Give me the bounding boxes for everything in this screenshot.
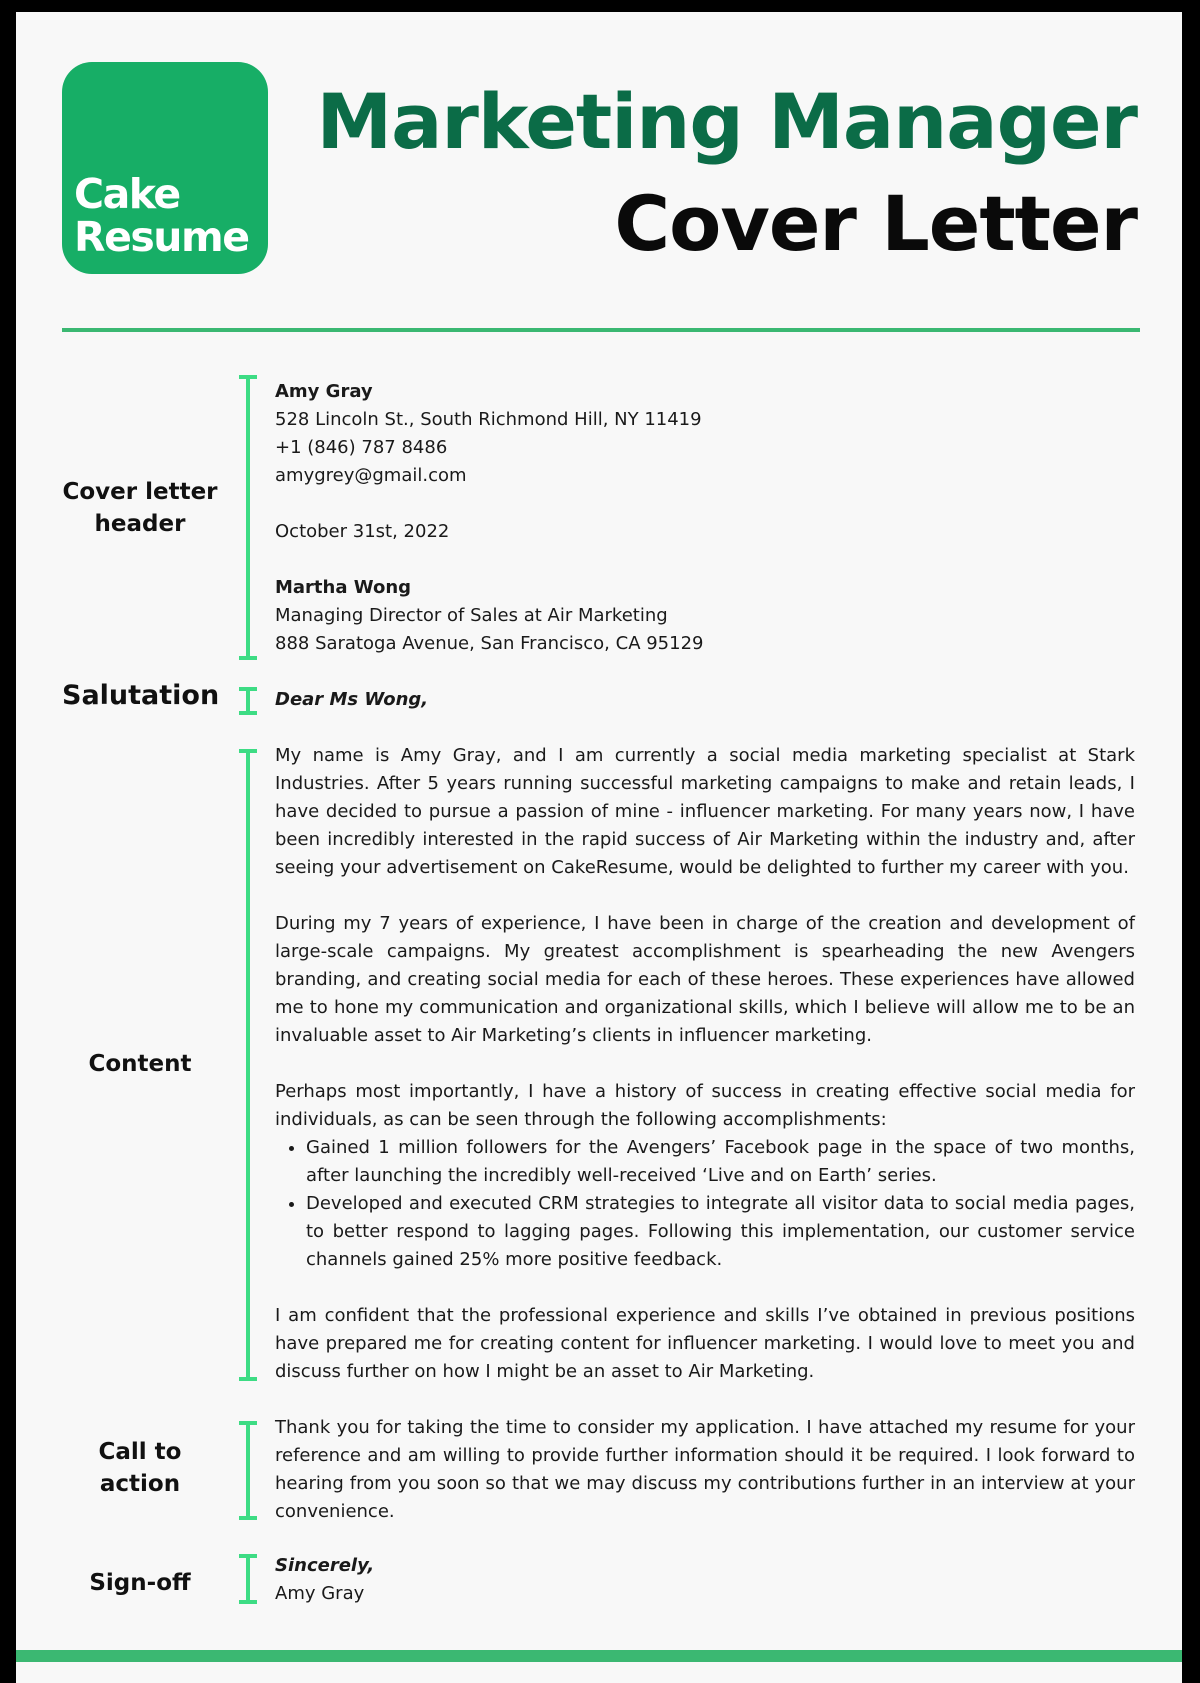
salutation-block [275, 686, 1135, 714]
content-paragraph-4: I am confident that the professional experience and skills I’ve obtained in previous positions have prepared me for creating content for influencer marketing. I would love to meet you and discuss further on how I might be an asset to Air Marketing. [275, 1305, 1135, 1382]
bracket-header [239, 375, 257, 660]
content-paragraph-1: My name is Amy Gray, and I am currently a social media marketing specialist at Stark Industries. After 5 years running successful marketing campaigns to make and retain leads, I have decided to pursue a passion of mine - influencer marketing. For many years now, I have been incredibly interested in the rapid success of Air Marketing within the industry and, after seeing your advertisement on CakeResume, would be delighted to further my career with you. [275, 745, 1135, 878]
sign-off-closing: Sincerely, [275, 1555, 375, 1576]
recipient-title: Managing Director of Sales at Air Marketing [275, 605, 668, 626]
page-title-line-2: Cover Letter [614, 179, 1137, 268]
content-block [275, 742, 1135, 1386]
label-content: Content [88, 1051, 192, 1077]
page-title-line-1: Marketing Manager [316, 77, 1137, 166]
recipient-name: Martha Wong [275, 577, 412, 598]
accomplishments-list [275, 1134, 1135, 1274]
label-sign-off: Sign-off [89, 1570, 191, 1596]
cover-letter-page [16, 12, 1182, 1683]
call-to-action-text: Thank you for taking the time to consider my application. I have attached my resume for your reference and am willing to provide further information should it be required. I look forward to hearing from you soon so that we may discuss my contributions further in an interview at your convenience. [275, 1417, 1135, 1522]
bottom-accent-bar [16, 1650, 1182, 1662]
content-paragraph-2: During my 7 years of experience, I have been in charge of the creation and development of large-scale campaigns. My greatest accomplishment is spearheading the new Avengers branding, and creating social media for each of these heroes. These experiences have allowed me to hone my communication and organizational skills, which I believe will allow me to be an invaluable asset to Air Marketing’s clients in influencer marketing. [275, 913, 1135, 1046]
call-to-action-block [275, 1414, 1135, 1526]
sign-off-block [275, 1552, 1135, 1608]
cover-letter-header-block [275, 378, 1135, 658]
sender-phone: +1 (846) 787 8486 [275, 437, 448, 458]
cakeresume-logo [62, 62, 268, 274]
label-call-to-action: Call to action [98, 1439, 182, 1497]
sender-address: 528 Lincoln St., South Richmond Hill, NY 11419 [275, 409, 702, 430]
recipient-address: 888 Saratoga Avenue, San Francisco, CA 95129 [275, 633, 704, 654]
content-paragraph-3: Perhaps most importantly, I have a history of success in creating effective social media for individuals, as can be seen through the following accomplishments: [275, 1081, 1135, 1130]
list-item: • Developed and executed CRM strategies to integrate all visitor data to social media pages, to better respond to lagging pages. Following this implementation, our customer service channels gained 25% more positive feedback. [306, 1190, 1135, 1274]
logo-line-1: Cake [74, 170, 180, 218]
label-cover-letter-header: Cover letter header [62, 479, 218, 537]
logo-line-2: Resume [74, 213, 249, 261]
list-item: • Gained 1 million followers for the Avengers’ Facebook page in the space of two months, after launching the incredibly well-received ‘Live and on Earth’ series. [306, 1134, 1135, 1190]
bracket-call-to-action [239, 1421, 257, 1520]
letter-date: October 31st, 2022 [275, 521, 450, 542]
header-divider [62, 328, 1140, 332]
bracket-sign-off [239, 1554, 257, 1604]
label-salutation: Salutation [62, 680, 220, 711]
salutation-text: Dear Ms Wong, [275, 689, 429, 710]
bracket-salutation [239, 687, 257, 715]
bracket-content [239, 749, 257, 1381]
sign-off-name: Amy Gray [275, 1583, 365, 1604]
sender-email: amygrey@gmail.com [275, 465, 467, 486]
sender-name: Amy Gray [275, 381, 373, 402]
